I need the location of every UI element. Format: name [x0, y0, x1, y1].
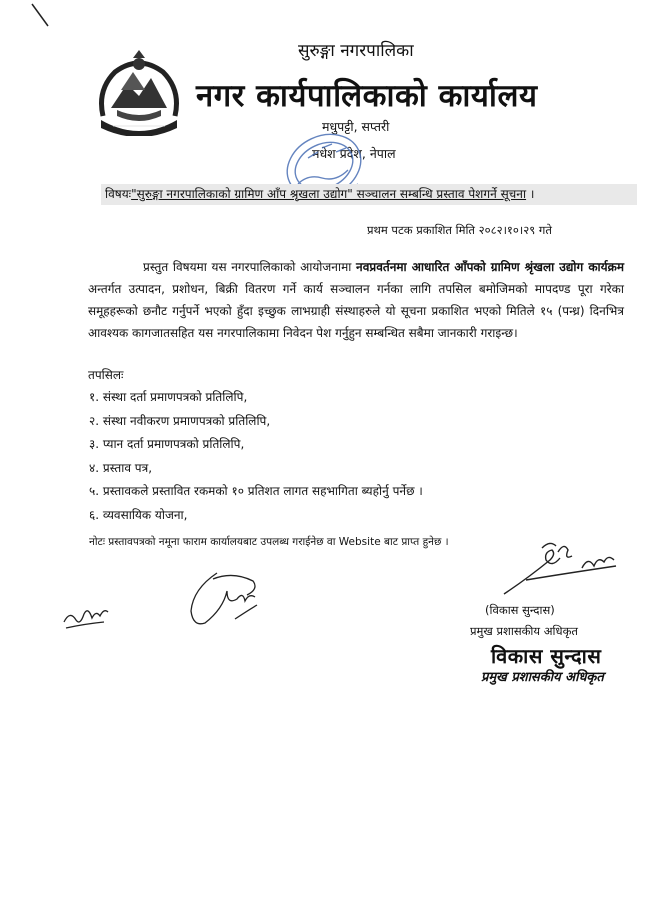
details-heading: तपसिलः	[88, 368, 124, 382]
subject-end-mark: ।	[529, 187, 535, 201]
body-part-1: प्रस्तुत विषयमा यस नगरपालिकाको आयोजनामा	[143, 260, 357, 274]
nepal-emblem-logo	[93, 50, 185, 136]
body-part-2: अन्तर्गत उत्पादन, प्रशोधन, बिक्री वितरण गर्ने कार्य सञ्चालन गर्नका लागि तपसिल बमोजिमको मापदण्ड पूरा गरेका समूहहरूको छनौट गर्नुपर्ने भएको हुँदा इच्छुक लाभग्राही संस्थाहरुले यो सूचना प्रकाशित भएको मितिले १५ (पन्ध्र) दिनभित्र आवश्यक कागजातसहित यस नगरपालिकामा निवेदन पेश गर्नुहुन सम्बन्धित सबैमा जानकारी गराइन्छ।	[88, 282, 624, 340]
body-program-name: नवप्रवर्तनमा आधारित आँपको ग्रामिण श्रृंखला उद्योग कार्यक्रम	[356, 260, 625, 274]
list-item: ५. प्रस्तावकले प्रस्तावित रकमको १० प्रतिशत लागत सहभागिता ब्यहोर्नु पर्नेछ ।	[89, 484, 423, 498]
subject-text: "सुरुङ्गा नगरपालिकाको ग्रामिण आँप श्रृखला उद्योग" सञ्चालन सम्बन्धि प्रस्ताव पेशगर्ने सूचना	[131, 187, 527, 201]
publication-date: प्रथम पटक प्रकाशित मिति २०८२।१०।२९ गते	[367, 223, 552, 237]
third-signature-image	[60, 600, 112, 632]
list-item: ३. प्यान दर्ता प्रमाणपत्रको प्रतिलिपि,	[89, 437, 245, 451]
post-stamp: प्रमुख प्रशासकीय अधिकृत	[481, 670, 604, 685]
name-stamp: विकास सुन्दास	[491, 644, 602, 668]
note-line: नोटः प्रस्तावपत्रको नमूना फाराम कार्यालयबाट उपलब्ध गराईनेछ वा Website बाट प्राप्त हुनेछ ।	[89, 536, 449, 548]
address-line-1: मधुपट्टी, सप्तरी	[322, 119, 390, 134]
second-signature-image	[183, 565, 268, 635]
subject-label: विषयः	[105, 187, 132, 201]
list-item: १. संस्था दर्ता प्रमाणपत्रको प्रतिलिपि,	[89, 390, 248, 404]
address-line-2: मधेश प्रदेश, नेपाल	[312, 146, 396, 161]
signatory-name: (विकास सुन्दास)	[485, 603, 555, 617]
scan-corner-line	[0, 0, 60, 30]
municipality-name: सुरुङ्गा नगरपालिका	[298, 41, 414, 61]
signatory-post: प्रमुख प्रशासकीय अधिकृत	[470, 624, 578, 638]
subject-line	[101, 184, 637, 205]
officer-signature-image	[498, 538, 628, 600]
office-title: नगर कार्यपालिकाको कार्यालय	[196, 78, 538, 114]
required-documents-list	[89, 386, 423, 527]
list-item: ६. व्यवसायिक योजना,	[89, 507, 188, 522]
list-item: ४. प्रस्ताव पत्र,	[89, 460, 153, 475]
notice-body	[88, 256, 624, 344]
list-item: २. संस्था नवीकरण प्रमाणपत्रको प्रतिलिपि,	[89, 413, 271, 428]
